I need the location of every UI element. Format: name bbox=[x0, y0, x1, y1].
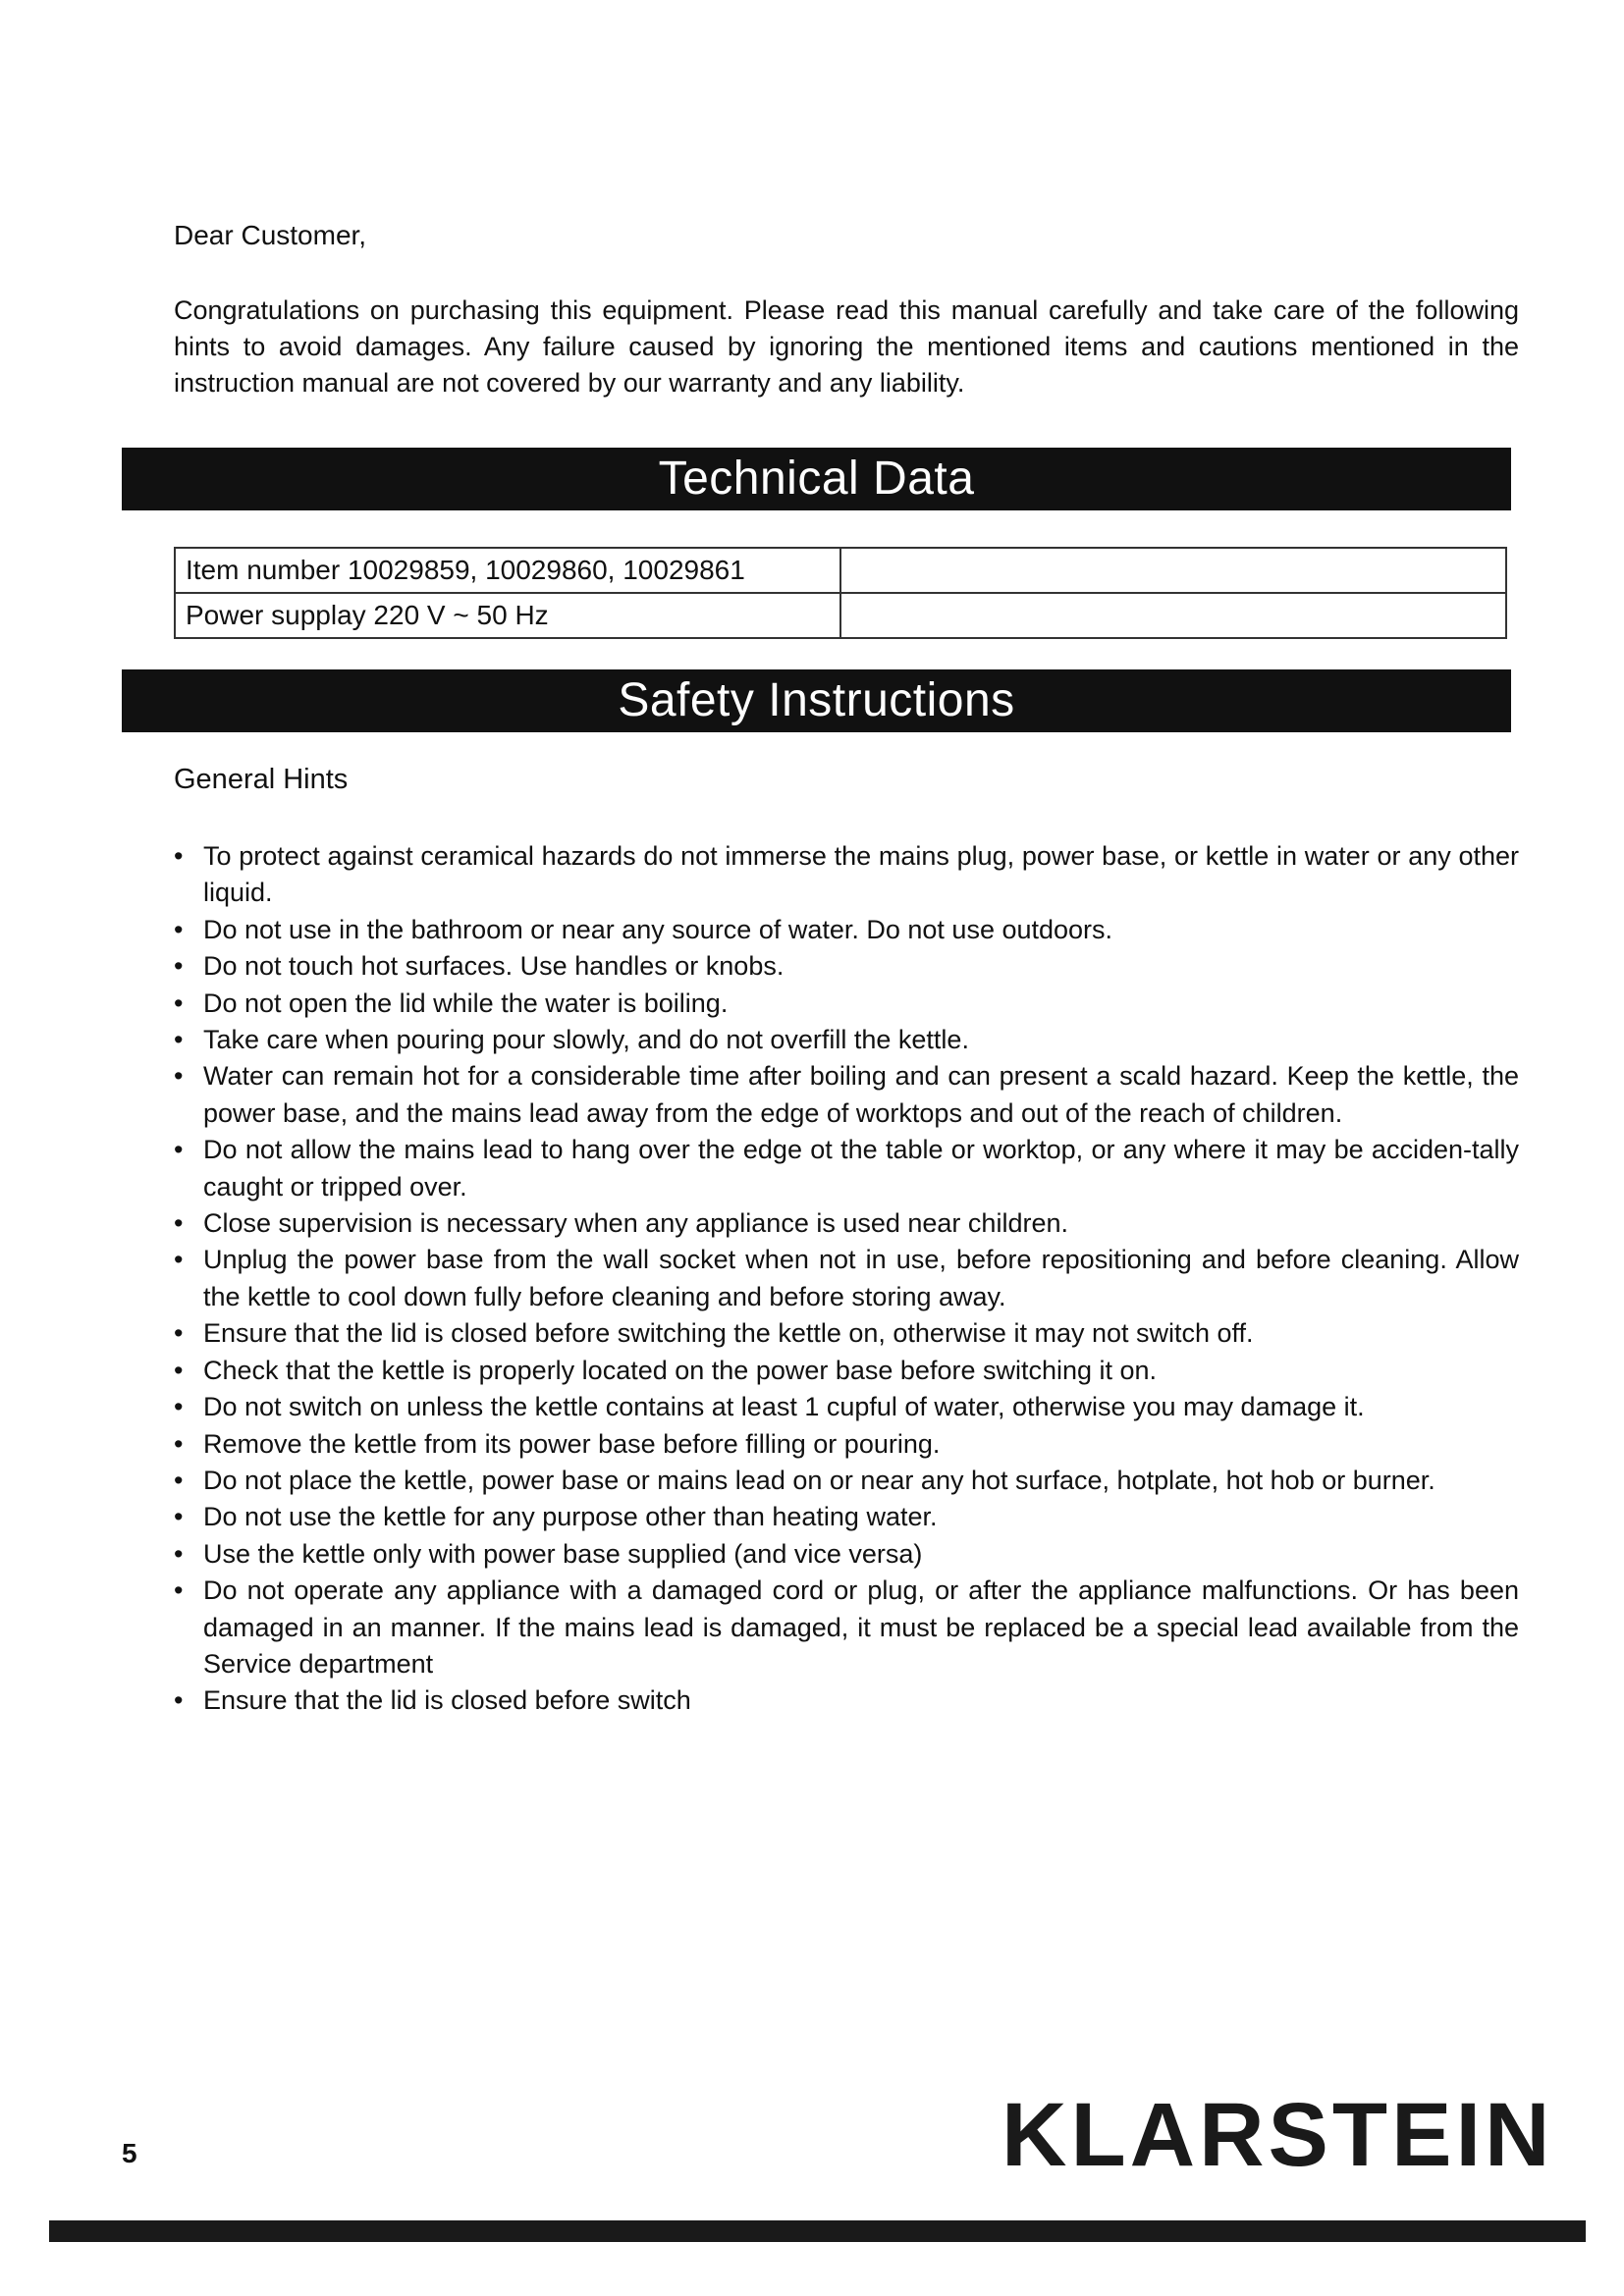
bullet-icon: • bbox=[174, 841, 184, 871]
page-number: 5 bbox=[122, 2138, 137, 2168]
list-item bbox=[174, 1058, 1519, 1132]
brand-logo: KLARSTEIN bbox=[1001, 2085, 1554, 2185]
hint-text: Remove the kettle from its power base before filling or pouring. bbox=[203, 1428, 941, 1459]
bullet-icon: • bbox=[174, 1061, 184, 1092]
hint-text: To protect against ceramical hazards do not immerse the mains plug, power base, or kettle in water or any other liquid. bbox=[203, 841, 1519, 908]
bullet-icon: • bbox=[174, 951, 184, 982]
bullet-icon: • bbox=[174, 914, 184, 944]
hint-text: Do not open the lid while the water is boiling. bbox=[203, 988, 729, 1018]
bullet-icon: • bbox=[174, 1502, 184, 1532]
bullet-icon: • bbox=[174, 1575, 184, 1606]
bullet-icon: • bbox=[174, 1538, 184, 1569]
hint-text: Do not use the kettle for any purpose other than heating water. bbox=[203, 1502, 938, 1532]
list-item bbox=[174, 1022, 1519, 1058]
bullet-icon: • bbox=[174, 1208, 184, 1239]
hint-text: Water can remain hot for a considerable time after boiling and can present a scald hazard. Keep the kettle, the power base, and the mains lead away from the edge of worktops and out of the reach of children. bbox=[203, 1061, 1519, 1128]
bullet-icon: • bbox=[174, 1245, 184, 1275]
list-item bbox=[174, 838, 1519, 912]
list-item bbox=[174, 1682, 1519, 1719]
list-item bbox=[174, 1389, 1519, 1425]
bullet-icon: • bbox=[174, 1465, 184, 1495]
list-item bbox=[174, 1426, 1519, 1463]
table-row bbox=[175, 548, 1506, 593]
hint-text: Do not switch on unless the kettle contains at least 1 cupful of water, otherwise you may damage it. bbox=[203, 1392, 1365, 1422]
list-item bbox=[174, 1205, 1519, 1242]
hint-text: Unplug the power base from the wall socket when not in use, before repositioning and before cleaning. Allow the kettle to cool down fully before cleaning and before storing away. bbox=[203, 1245, 1519, 1311]
list-item bbox=[174, 1353, 1519, 1389]
technical-data-table bbox=[174, 547, 1507, 639]
bullet-icon: • bbox=[174, 1392, 184, 1422]
list-item bbox=[174, 1499, 1519, 1535]
safety-instructions-heading: Safety Instructions bbox=[122, 669, 1511, 732]
table-cell-label: Power supplay 220 V ~ 50 Hz bbox=[175, 593, 840, 638]
general-hints-heading: General Hints bbox=[174, 764, 349, 795]
bullet-icon: • bbox=[174, 1135, 184, 1165]
hint-text: Do not place the kettle, power base or mains lead on or near any hot surface, hotplate, hot hob or burner. bbox=[203, 1465, 1435, 1495]
hint-text: Do not operate any appliance with a damaged cord or plug, or after the appliance malfunctions. Or has been damaged in an manner. If the mains lead is damaged, it must be replaced be a special lead available from the Service department bbox=[203, 1575, 1519, 1679]
list-item bbox=[174, 1463, 1519, 1499]
bullet-icon: • bbox=[174, 988, 184, 1018]
table-row bbox=[175, 593, 1506, 638]
hint-text: Check that the kettle is properly located on the power base before switching it on. bbox=[203, 1355, 1158, 1385]
table-cell-label: Item number 10029859, 10029860, 10029861 bbox=[175, 548, 840, 593]
list-item bbox=[174, 912, 1519, 948]
hint-text: Close supervision is necessary when any appliance is used near children. bbox=[203, 1208, 1068, 1239]
hint-text: Ensure that the lid is closed before switch bbox=[203, 1685, 691, 1716]
list-item bbox=[174, 986, 1519, 1022]
bullet-icon: • bbox=[174, 1355, 184, 1385]
bullet-icon: • bbox=[174, 1428, 184, 1459]
bullet-icon: • bbox=[174, 1025, 184, 1055]
list-item bbox=[174, 1536, 1519, 1573]
greeting: Dear Customer, bbox=[174, 220, 367, 250]
list-item bbox=[174, 1573, 1519, 1682]
hint-text: Do not touch hot surfaces. Use handles or knobs. bbox=[203, 951, 785, 982]
hint-text: Take care when pouring pour slowly, and do not overfill the kettle. bbox=[203, 1025, 969, 1055]
hint-text: Ensure that the lid is closed before switching the kettle on, otherwise it may not switch off. bbox=[203, 1318, 1254, 1349]
hint-text: Do not allow the mains lead to hang over the edge ot the table or worktop, or any where it may be acciden-tally caught or tripped over. bbox=[203, 1135, 1519, 1201]
bullet-icon: • bbox=[174, 1318, 184, 1349]
hint-text: Do not use in the bathroom or near any source of water. Do not use outdoors. bbox=[203, 914, 1113, 944]
table-cell-value bbox=[840, 593, 1506, 638]
hint-text: Use the kettle only with power base supplied (and vice versa) bbox=[203, 1538, 923, 1569]
technical-data-heading: Technical Data bbox=[122, 448, 1511, 510]
bullet-icon: • bbox=[174, 1685, 184, 1716]
list-item bbox=[174, 1242, 1519, 1315]
table-cell-value bbox=[840, 548, 1506, 593]
intro-paragraph: Congratulations on purchasing this equipment. Please read this manual carefully and take care of the following hints to avoid damages. Any failure caused by ignoring the mentioned items and cautions mentioned in the instruction manual are not covered by our warranty and any liability. bbox=[174, 295, 1519, 398]
list-item bbox=[174, 1315, 1519, 1352]
list-item bbox=[174, 948, 1519, 985]
safety-hints-list bbox=[174, 838, 1519, 1720]
footer-bar bbox=[49, 2220, 1586, 2242]
list-item bbox=[174, 1132, 1519, 1205]
